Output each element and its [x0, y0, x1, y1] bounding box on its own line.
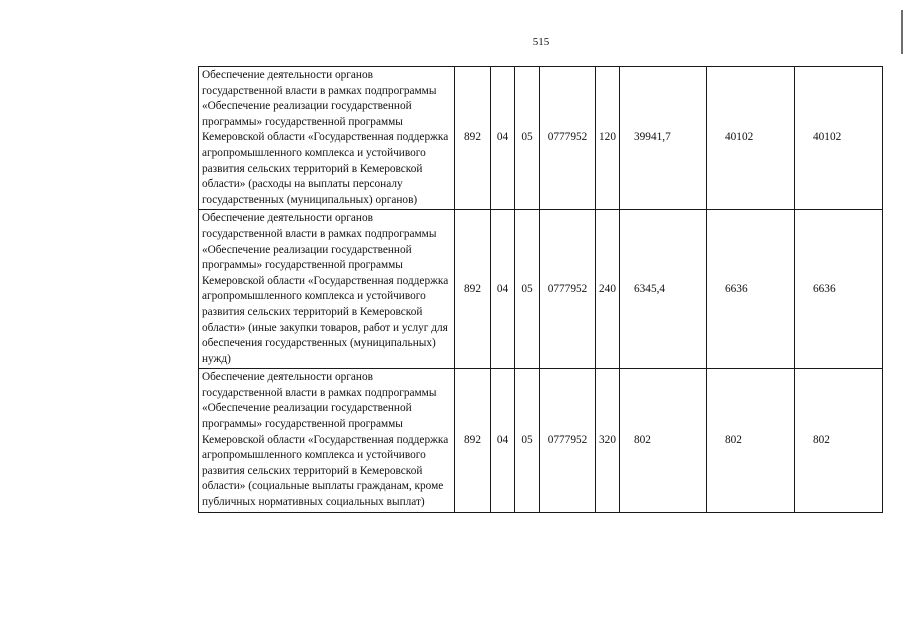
- ministry-code: 892: [455, 210, 491, 369]
- amount-2: 802: [707, 369, 795, 512]
- target-article-code: 0777952: [540, 67, 596, 210]
- row-description: Обеспечение деятельности органов государственной власти в рамках подпрограммы «Обеспечение реализации государственной программы» государственной программы Кемеровской области «Государственная поддержка агропромышленного комплекса и устойчивого развития сельских территорий в Кемеровской области» (расходы на выплаты персоналу государственных (муниципальных) органов): [199, 67, 455, 210]
- amount-1: 802: [620, 369, 707, 512]
- section-code: 04: [491, 369, 515, 512]
- expense-type-code: 320: [596, 369, 620, 512]
- subsection-code: 05: [515, 210, 540, 369]
- amount-2: 6636: [707, 210, 795, 369]
- amount-3: 6636: [795, 210, 883, 369]
- row-description: Обеспечение деятельности органов государственной власти в рамках подпрограммы «Обеспечение реализации государственной программы» государственной программы Кемеровской области «Государственная поддержка агропромышленного комплекса и устойчивого развития сельских территорий в Кемеровской области» (социальные выплаты гражданам, кроме публичных нормативных социальных выплат): [199, 369, 455, 512]
- table-row: [199, 67, 883, 210]
- target-article-code: 0777952: [540, 210, 596, 369]
- ministry-code: 892: [455, 67, 491, 210]
- section-code: 04: [491, 67, 515, 210]
- expense-type-code: 240: [596, 210, 620, 369]
- amount-1: 39941,7: [620, 67, 707, 210]
- target-article-code: 0777952: [540, 369, 596, 512]
- page-number: 515: [532, 36, 550, 48]
- amount-3: 802: [795, 369, 883, 512]
- subsection-code: 05: [515, 67, 540, 210]
- section-code: 04: [491, 210, 515, 369]
- table-row: [199, 369, 883, 512]
- amount-3: 40102: [795, 67, 883, 210]
- table-row: [199, 210, 883, 369]
- amount-1: 6345,4: [620, 210, 707, 369]
- expense-type-code: 120: [596, 67, 620, 210]
- ministry-code: 892: [455, 369, 491, 512]
- amount-2: 40102: [707, 67, 795, 210]
- budget-table: [198, 66, 883, 513]
- page-edge-mark: [901, 10, 903, 54]
- subsection-code: 05: [515, 369, 540, 512]
- row-description: Обеспечение деятельности органов государственной власти в рамках подпрограммы «Обеспечение реализации государственной программы» государственной программы Кемеровской области «Государственная поддержка агропромышленного комплекса и устойчивого развития сельских территорий в Кемеровской области» (иные закупки товаров, работ и услуг для обеспечения государственных (муниципальных) нужд): [199, 210, 455, 369]
